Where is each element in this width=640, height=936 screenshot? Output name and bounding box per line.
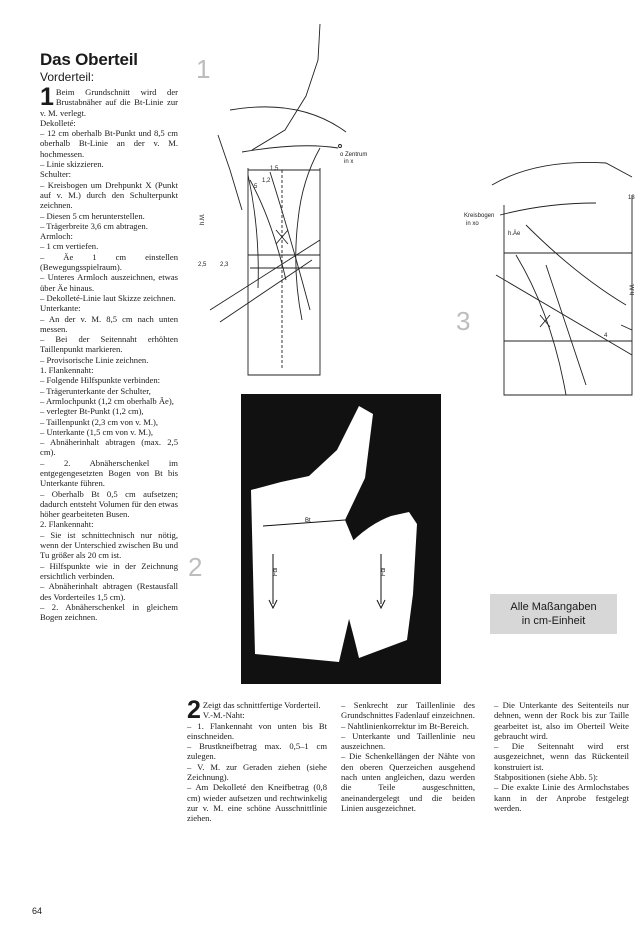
text-line: – Die exakte Linie des Armlochstabes kann in der Anprobe festgelegt werden. <box>494 782 629 813</box>
measurement-note-box <box>490 594 617 634</box>
armhole-curve-upper <box>230 107 346 132</box>
note-line-2: in cm-Einheit <box>521 615 586 627</box>
text-line: – 12 cm oberhalb Bt-Punkt und 8,5 cm oberhalb Bt-Linie an der v. M. hochmessen. <box>40 128 178 159</box>
flank-seam <box>546 265 586 385</box>
heading-dekollete: Dekolleté: <box>40 117 76 128</box>
text-line: – Kreisbogen um Drehpunkt X (Punkt auf v. M.) durch den Schulterpunkt zeichnen. <box>40 179 178 211</box>
text-line: – 2. Abnäherschenkel in gleichem Bogen zeichnen. <box>40 601 178 623</box>
text-line: – Unterkante und Taillenlinie neu auszeichnen. <box>341 730 475 752</box>
figure-number-3: 3 <box>456 306 471 336</box>
label-kreisbogen: Kreisbogen <box>464 213 495 219</box>
label-zentrum: o Zentrum <box>340 152 368 158</box>
hem-line-diagonal <box>210 240 320 310</box>
text-line: – Trägerunterkante der Schulter, <box>40 385 151 396</box>
text-line: – Unterkante (1,5 cm von v. M.), <box>40 426 154 437</box>
figure-number-1: 1 <box>196 54 211 84</box>
text-line: – Taillenpunkt (2,3 cm von v. M.), <box>40 416 159 427</box>
label-13: 13 <box>628 195 635 201</box>
text-line: – V. M. zur Geraden ziehen (siehe Zeichnung). <box>187 761 327 783</box>
paragraph-intro: 1 Beim Grundschnitt wird der Brustabnäher auf die Bt-Linie zur v. M. verlegt. <box>40 83 178 118</box>
neckline-curve <box>500 203 596 215</box>
armhole-seam <box>526 225 626 305</box>
text-line: – 1. Flankennaht von unten bis Bt einschneiden. <box>187 720 327 741</box>
text-column-2 <box>187 696 327 824</box>
hem-line-diagonal-2 <box>220 260 312 322</box>
figure-number-2: 2 <box>188 552 203 582</box>
text-line: – Provisorische Linie zeichnen. <box>40 354 149 365</box>
text-line: – Äe 1 cm einstellen (Bewegungsspielraum). <box>40 251 178 273</box>
text-line: – Hilfspunkte wie in der Zeichnung ersichtlich verbinden. <box>40 560 178 581</box>
text-line: – Senkrecht zur Taillenlinie des Grundschnittes Fadenlauf einzeichnen. <box>341 700 475 721</box>
label-2-5: 2,5 <box>198 262 207 268</box>
label-5: 5 <box>254 184 258 190</box>
text-line: – Brustkneifbetrag max. 0,5–1 cm zulegen. <box>187 741 327 762</box>
text-column-4 <box>494 700 629 813</box>
text-line: – Oberhalb Bt 0,5 cm aufsetzen; dadurch entsteht Volumen für den etwas höher gearbeiteten Busen. <box>40 488 178 520</box>
front-seam-curve <box>516 255 566 395</box>
text-line: – An der v. M. 8,5 cm nach unten messen. <box>40 313 178 334</box>
side-line <box>218 135 242 210</box>
flank-seam-2 <box>270 172 310 310</box>
heading-armloch: Armloch: <box>40 231 73 242</box>
text-line: – Linie skizzieren. <box>40 159 104 170</box>
label-1-5: 1,5 <box>270 166 279 172</box>
shoulder-arc <box>252 24 320 150</box>
front-seam-line <box>296 148 320 320</box>
label-hm-3: h.M. <box>630 283 636 295</box>
text-line: – Diesen 5 cm herunterstellen. <box>40 210 145 221</box>
figure-3-pattern-drawing <box>456 155 640 400</box>
label-4: 4 <box>604 333 608 339</box>
center-point-x <box>339 145 342 148</box>
left-text-column <box>40 83 178 623</box>
label-fdl-right: Fdl <box>381 567 387 576</box>
text-line: – Sie ist schnittechnisch nur nötig, wenn der Unterschied zwischen Bu und Tu größer als 20 cm ist. <box>40 529 178 561</box>
armhole-curve-lower <box>242 146 338 152</box>
text-line: – Armlochpunkt (1,2 cm oberhalb Äe), <box>40 395 174 406</box>
label-fdl-left: Fdl <box>273 567 279 576</box>
page-number: 64 <box>32 906 43 916</box>
shoulder-curve <box>492 162 632 185</box>
label-hm: h.M. <box>200 213 206 225</box>
heading-flankennaht-2: 2. Flankennaht: <box>40 519 94 530</box>
text-line: – Nahtlinienkorrektur im Bt-Bereich. <box>341 720 469 731</box>
text-line: – Abnäherinhalt abtragen (Restausfall des Vorderteiles 1,5 cm). <box>40 581 178 602</box>
heading-vm-naht: V.-M.-Naht: <box>202 710 245 721</box>
text-line: – Dekolleté-Linie laut Skizze zeichnen. <box>40 292 176 303</box>
label-2-3: 2,3 <box>220 262 229 268</box>
text-line: – Die Unterkante des Seitenteils nur dehnen, wenn der Rock bis zur Taille gearbeitet ist, also im Oberteil Weite gebraucht wird. <box>494 700 629 741</box>
label-in-xo: in xo <box>466 221 479 227</box>
pattern-outline <box>504 195 632 395</box>
label-bt: Bt <box>305 518 311 524</box>
label-in-x: in x <box>344 159 354 165</box>
note-line-1: Alle Maßangaben <box>510 601 597 613</box>
text-line: – 2. Abnäherschenkel im entgegengesetzten Bogen von Bt bis Unterkante führen. <box>40 457 178 489</box>
text-line: – Unteres Armloch auszeichnen, etwas über Äe hinaus. <box>40 272 178 293</box>
text-column-3 <box>341 700 475 813</box>
page-title: Das Oberteil <box>40 50 138 69</box>
heading-unterkante: Unterkante: <box>40 303 81 314</box>
figure-2-cut-pieces <box>241 394 441 684</box>
label-1-2: 1,2 <box>262 178 271 184</box>
figure-1-pattern-drawing <box>190 20 460 395</box>
text-line: – Folgende Hilfspunkte verbinden: <box>40 375 161 386</box>
section-subtitle: Vorderteil: <box>40 70 95 84</box>
diagonal-construction <box>496 275 632 355</box>
side-tick <box>621 325 632 330</box>
flank-seam-1 <box>248 175 258 288</box>
text-line: – 1 cm vertiefen. <box>40 241 99 252</box>
dropcap-2: 2 <box>187 696 201 724</box>
text-line: – Trägerbreite 3,6 cm abtragen. <box>40 220 148 231</box>
heading-flankennaht-1: 1. Flankennaht: <box>40 365 94 376</box>
text-line: Stabpositionen (siehe Abb. 5): <box>494 772 599 783</box>
text-line: – Abnäherinhalt abtragen (max. 2,5 cm). <box>40 437 178 458</box>
paragraph-fig2: 2 Zeigt das schnittfertige Vorderteil. <box>187 696 321 724</box>
text-line: – Die Seitennaht wird erst ausgezeichnet, wenn das Rückenteil konstruiert ist. <box>494 741 629 772</box>
label-hae: h.Äe <box>508 231 521 237</box>
text-line: – verlegter Bt-Punkt (1,2 cm), <box>40 406 144 417</box>
text-line: – Bei der Seitennaht erhöhten Taillenpunkt markieren. <box>40 334 178 355</box>
dropcap-1: 1 <box>40 83 54 111</box>
heading-schulter: Schulter: <box>40 169 72 180</box>
text-line: – Am Dekolleté den Kneifbetrag (0,8 cm) wieder aufsetzen und rechtwinkelig zur v. M. eine schöne Ausschnittlinie ziehen. <box>187 782 327 824</box>
text-line: – Die Schenkellängen der Nähte von den oberen Querzeichen ausgehend nach unten angleichen, dazu werden die Teile ausgeschnitten, aneinandergelegt und die beiden Linien ausgezeichnet. <box>341 751 475 813</box>
